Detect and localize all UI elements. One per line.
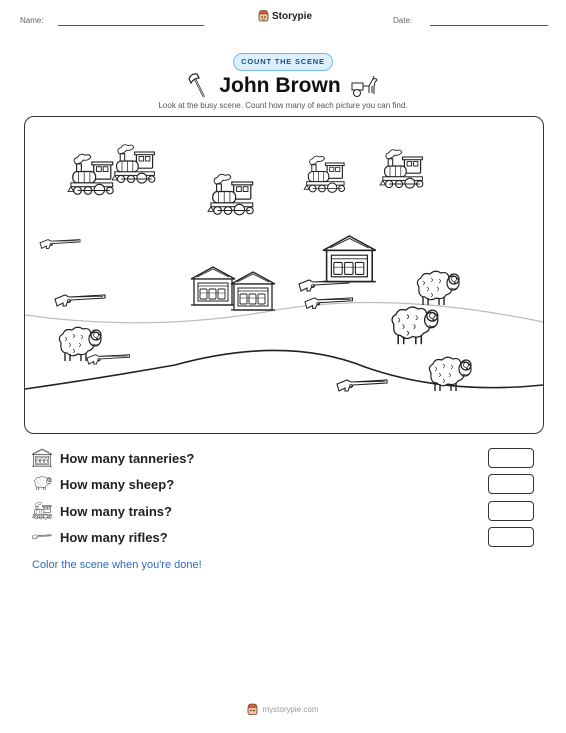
question-row [32, 447, 536, 469]
activity-badge: COUNT THE SCENE [233, 53, 333, 71]
name-field[interactable] [58, 25, 204, 26]
page-title: John Brown [219, 74, 341, 97]
scene-tannery [323, 236, 376, 282]
scene-sheep [392, 307, 438, 344]
footer [0, 703, 566, 716]
busy-scene [24, 116, 544, 434]
scene-drawing [25, 117, 543, 433]
horse-cart-icon [351, 74, 379, 98]
scene-train [208, 174, 253, 214]
instructions: Look at the busy scene. Count how many of each picture you can find. [158, 101, 408, 110]
axe-icon [187, 73, 209, 99]
question-row [32, 500, 536, 522]
footer-url[interactable]: mystorypie.com [262, 705, 319, 714]
scene-tannery [191, 267, 235, 305]
name-label: Name: [20, 16, 44, 25]
rifle-icon [32, 532, 52, 542]
scene-train [112, 145, 155, 183]
question-text: How many tanneries? [60, 450, 195, 466]
title-row [0, 72, 566, 100]
scene-rifle [55, 295, 105, 306]
scene-tannery [231, 272, 275, 310]
scene-rifle [87, 355, 130, 364]
scene-train [380, 150, 423, 188]
question-row [32, 473, 536, 495]
scene-train [304, 156, 344, 192]
answer-box[interactable] [488, 474, 534, 494]
storypie-mascot-icon [247, 703, 258, 716]
scene-train [68, 154, 113, 194]
question-text: How many rifles? [60, 529, 168, 545]
worksheet-header [0, 0, 566, 36]
brand-name: Storypie [272, 10, 313, 22]
color-note: Color the scene when you're done! [32, 559, 202, 571]
scene-rifle [40, 240, 80, 249]
question-text: How many sheep? [60, 476, 175, 492]
answer-box[interactable] [488, 448, 534, 468]
brand [258, 10, 312, 22]
question-text: How many trains? [60, 503, 172, 519]
storypie-mascot-icon [258, 10, 269, 22]
question-row [32, 526, 536, 548]
answer-box[interactable] [488, 527, 534, 547]
date-label: Date: [393, 16, 413, 25]
scene-sheep [417, 271, 459, 305]
answer-box[interactable] [488, 501, 534, 521]
tannery-icon [32, 448, 52, 468]
date-field[interactable] [430, 25, 548, 26]
train-icon [32, 501, 52, 521]
sheep-icon [32, 475, 52, 493]
scene-rifle [337, 380, 387, 391]
